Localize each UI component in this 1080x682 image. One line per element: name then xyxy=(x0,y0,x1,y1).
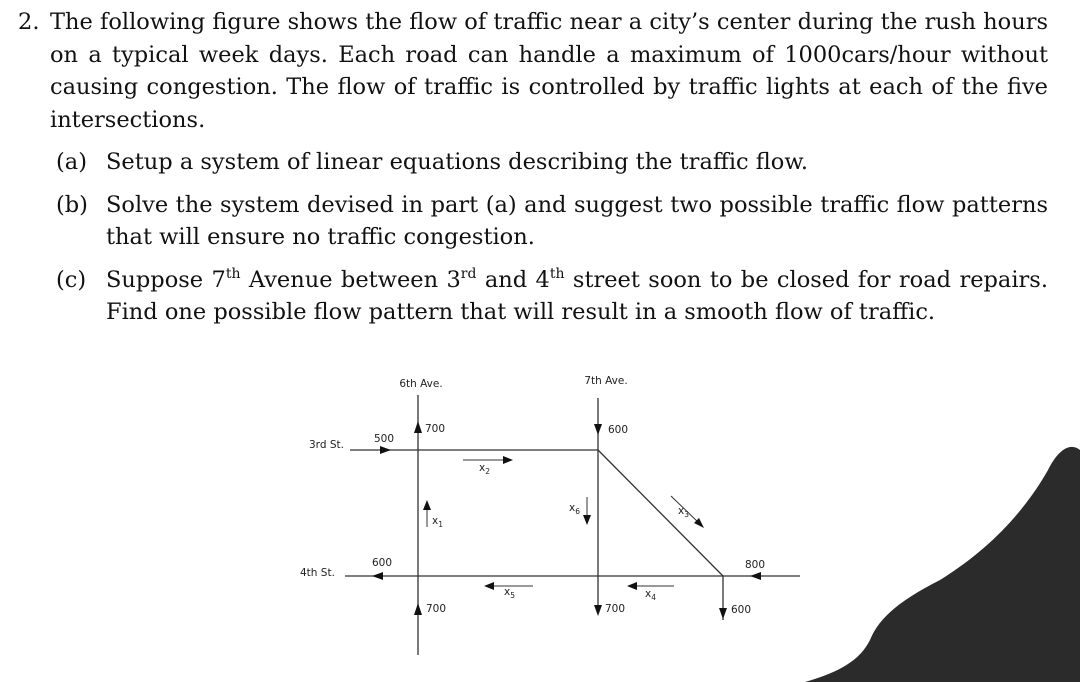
part-c-mid-2: and 4 xyxy=(476,266,550,293)
var-x4-sub: 4 xyxy=(651,593,656,602)
label-7th-ave: 7th Ave. xyxy=(584,375,628,387)
x5-arrowhead xyxy=(484,582,494,590)
arrowhead-7th-bottom xyxy=(594,605,602,616)
flow-7th-top: 600 xyxy=(608,424,629,436)
part-c-pre: Suppose 7 xyxy=(106,266,226,293)
var-x5 xyxy=(504,586,515,600)
part-c-sup-th-1: th xyxy=(225,265,241,282)
part-c-sup-th-2: th xyxy=(549,265,565,282)
label-4th-st: 4th St. xyxy=(300,567,335,579)
var-x1 xyxy=(432,515,443,529)
flow-3rd-left: 500 xyxy=(374,433,395,445)
flow-6th-bottom: 700 xyxy=(426,603,447,615)
arrowhead-4th-out xyxy=(372,572,383,580)
var-x2-base: x xyxy=(479,462,486,474)
var-x5-base: x xyxy=(504,586,511,598)
variable-arrows xyxy=(427,460,701,586)
part-c-sup-rd: rd xyxy=(460,265,477,282)
arrowhead-diag-bottom xyxy=(719,608,727,619)
x1-arrowhead xyxy=(423,500,431,510)
arrowhead-3rd-in xyxy=(380,446,391,454)
var-x4-base: x xyxy=(645,588,652,600)
part-a-label: (a) xyxy=(56,149,87,175)
part-b-text: Solve the system devised in part (a) and suggest two possible traffic flow patterns that will ensure no traffic congestion. xyxy=(106,191,1048,250)
var-x2-sub: 2 xyxy=(485,467,490,476)
flow-4th-left: 600 xyxy=(372,557,393,569)
part-c-post: street soon to be closed for road repairs. Find one possible flow pattern that will result in a smooth flow of traffic. xyxy=(106,266,1048,325)
var-x3-sub: 3 xyxy=(684,510,689,519)
arrowhead-6th-bottom xyxy=(414,603,422,615)
flow-4th-right: 800 xyxy=(745,559,766,571)
var-x3-base: x xyxy=(678,505,685,517)
x4-arrowhead xyxy=(627,582,637,590)
var-x5-sub: 5 xyxy=(510,591,515,600)
part-c-label: (c) xyxy=(56,266,87,293)
flow-diag-bottom: 600 xyxy=(731,604,752,616)
var-x4 xyxy=(645,588,656,602)
var-x6 xyxy=(569,502,580,516)
label-3rd-st: 3rd St. xyxy=(309,439,344,451)
part-b-label: (b) xyxy=(56,191,88,218)
road-network xyxy=(345,395,800,655)
var-x1-base: x xyxy=(432,515,439,527)
var-x6-sub: 6 xyxy=(575,507,580,516)
part-c-mid-1: Avenue between 3 xyxy=(240,266,461,293)
arrowhead-7th-top xyxy=(594,424,602,435)
x6-arrowhead xyxy=(583,515,591,525)
var-x6-base: x xyxy=(569,502,576,514)
problem-intro-text: The following figure shows the flow of traffic near a city’s center during the rush hours on a typical week days. Each road can handle a maximum of 1000cars/hour without causing congestion. The flow of traffic is controlled by traffic lights at each of the five intersections. xyxy=(50,9,1048,133)
var-x2 xyxy=(479,462,490,476)
x2-arrowhead xyxy=(503,456,513,464)
var-x3 xyxy=(678,505,689,519)
var-x1-sub: 1 xyxy=(438,520,443,529)
arrowhead-6th-top xyxy=(414,421,422,433)
flow-7th-bottom: 700 xyxy=(605,603,626,615)
flow-6th-top: 700 xyxy=(425,423,446,435)
problem-number: 2. xyxy=(18,9,40,35)
label-6th-ave: 6th Ave. xyxy=(399,378,443,390)
road-diagonal xyxy=(598,450,723,576)
flow-arrowheads xyxy=(372,421,761,619)
variable-arrowheads xyxy=(423,456,704,590)
corner-shadow xyxy=(805,447,1080,682)
part-a-text: Setup a system of linear equations describing the traffic flow. xyxy=(106,149,809,175)
arrowhead-4th-in xyxy=(750,572,761,580)
